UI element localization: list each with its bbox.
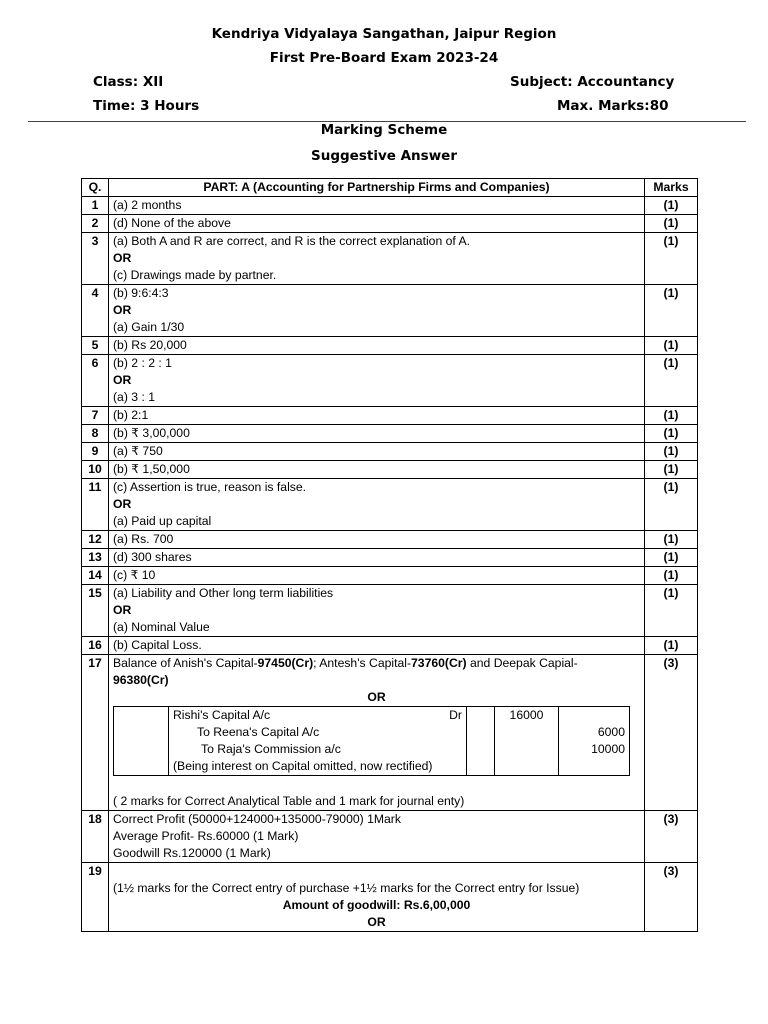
marks-value: (1) [645, 407, 698, 425]
table-row [82, 637, 698, 655]
q17-balances: Balance of Anish's Capital-97450(Cr); Antesh's Capital-73760(Cr) and Deepak Capial- 96380(Cr) [113, 656, 578, 687]
q17-note: ( 2 marks for Correct Analytical Table and 1 mark for journal enty) [113, 794, 465, 808]
marks-value: (1) [645, 549, 698, 567]
answer-text: (b) ₹ 1,50,000 [113, 462, 190, 476]
answer-cell [109, 461, 645, 479]
table-row [82, 425, 698, 443]
answer-cell [109, 655, 645, 811]
table-row [82, 443, 698, 461]
table-row [82, 337, 698, 355]
or-label: OR [367, 915, 386, 929]
question-number: 10 [82, 461, 109, 479]
marks-value: (1) [645, 355, 698, 407]
table-row [82, 585, 698, 637]
answer-text: (a) 2 months [113, 198, 182, 212]
exam-title: First Pre-Board Exam 2023-24 [269, 50, 499, 66]
answer-text: (b) 2:1 [113, 408, 149, 422]
marks-value: (1) [645, 425, 698, 443]
table-row [82, 355, 698, 407]
table-row [82, 531, 698, 549]
je-credit-account-2: To Raja's Commission a/c [201, 742, 341, 756]
answer-cell [109, 337, 645, 355]
answer-cell [109, 567, 645, 585]
question-number: 9 [82, 443, 109, 461]
answer-text: (b) 2 : 2 : 1 [113, 356, 172, 370]
je-debit-amount: 16000 [495, 707, 559, 776]
alternate-answer: (a) Nominal Value [113, 620, 210, 634]
answer-text: (a) Both A and R are correct, and R is the correct explanation of A. [113, 234, 471, 248]
table-row [82, 549, 698, 567]
question-number: 7 [82, 407, 109, 425]
question-number: 11 [82, 479, 109, 531]
question-number: 8 [82, 425, 109, 443]
je-dr: Dr [449, 708, 462, 722]
col-part-header: PART: A (Accounting for Partnership Firms and Companies) [109, 179, 645, 197]
marks-value: (1) [645, 337, 698, 355]
or-label: OR [113, 603, 132, 617]
table-row-17 [82, 655, 698, 811]
table-row [82, 567, 698, 585]
question-number: 13 [82, 549, 109, 567]
question-number: 1 [82, 197, 109, 215]
answer-text: (b) Capital Loss. [113, 638, 202, 652]
organization-title: Kendriya Vidyalaya Sangathan, Jaipur Region [211, 26, 557, 42]
answer-cell [109, 215, 645, 233]
answer-text: (a) ₹ 750 [113, 444, 163, 458]
marks-value: (1) [645, 637, 698, 655]
answer-cell [109, 479, 645, 531]
answer-cell [109, 407, 645, 425]
marks-value: (3) [645, 655, 698, 811]
question-number: 3 [82, 233, 109, 285]
answer-text: (c) Assertion is true, reason is false. [113, 480, 307, 494]
marks-value: (1) [645, 233, 698, 285]
col-marks-header: Marks [645, 179, 698, 197]
alternate-answer: (a) 3 : 1 [113, 390, 155, 404]
time-label: Time: 3 Hours [93, 98, 200, 114]
alternate-answer: (a) Paid up capital [113, 514, 212, 528]
table-row [82, 479, 698, 531]
marks-value: (1) [645, 531, 698, 549]
answer-text: (b) ₹ 3,00,000 [113, 426, 190, 440]
or-label: OR [113, 497, 132, 511]
journal-entry-table [113, 706, 630, 776]
table-row [82, 197, 698, 215]
table-row [82, 407, 698, 425]
answer-text: (a) Rs. 700 [113, 532, 174, 546]
col-q-header: Q. [82, 179, 109, 197]
subject-label: Subject: Accountancy [510, 74, 675, 90]
question-number: 6 [82, 355, 109, 407]
answer-cell [109, 197, 645, 215]
marks-value: (1) [645, 479, 698, 531]
answer-cell [109, 531, 645, 549]
answer-text: (b) 9:6:4:3 [113, 286, 169, 300]
or-label: OR [113, 303, 132, 317]
max-marks-label: Max. Marks:80 [557, 98, 669, 114]
table-row [82, 285, 698, 337]
marks-value: (1) [645, 461, 698, 479]
marks-value: (1) [645, 585, 698, 637]
je-credit-amounts: 6000 10000 [559, 707, 630, 776]
answer-text: (d) 300 shares [113, 550, 192, 564]
table-row [82, 215, 698, 233]
marks-value: (1) [645, 567, 698, 585]
marks-value: (1) [645, 443, 698, 461]
table-row [82, 233, 698, 285]
marks-value: (3) [645, 811, 698, 863]
je-debit-account: Rishi's Capital A/c [173, 708, 271, 722]
question-number: 17 [82, 655, 109, 811]
marks-value: (1) [645, 285, 698, 337]
je-date-cell [114, 707, 169, 776]
table-header-row [82, 179, 698, 197]
question-number: 4 [82, 285, 109, 337]
question-number: 15 [82, 585, 109, 637]
marks-value: (1) [645, 215, 698, 233]
or-label: OR [367, 690, 386, 704]
question-number: 19 [82, 863, 109, 932]
answer-cell [109, 443, 645, 461]
answer-text: (a) Liability and Other long term liabilities [113, 586, 334, 600]
marks-value: (1) [645, 197, 698, 215]
answer-cell [109, 285, 645, 337]
scheme-title: Marking Scheme [320, 122, 448, 138]
answer-cell [109, 585, 645, 637]
je-particulars [169, 707, 467, 776]
answer-cell [109, 355, 645, 407]
table-row-19 [82, 863, 698, 932]
question-number: 2 [82, 215, 109, 233]
question-number: 16 [82, 637, 109, 655]
question-number: 18 [82, 811, 109, 863]
je-narration: (Being interest on Capital omitted, now rectified) [173, 759, 433, 773]
answer-text: (c) ₹ 10 [113, 568, 156, 582]
answer-cell: Correct Profit (50000+124000+135000-79000) 1Mark Average Profit- Rs.60000 (1 Mark) Goodwill Rs.120000 (1 Mark) [109, 811, 645, 863]
answer-text: (d) None of the above [113, 216, 231, 230]
je-credit-account-1: To Reena's Capital A/c [197, 725, 320, 739]
answer-cell [109, 233, 645, 285]
je-lf-cell [467, 707, 495, 776]
table-row-18 [82, 811, 698, 863]
answer-cell [109, 549, 645, 567]
answer-table [81, 178, 698, 932]
answer-cell [109, 637, 645, 655]
alternate-answer: (c) Drawings made by partner. [113, 268, 277, 282]
question-number: 12 [82, 531, 109, 549]
or-label: OR [113, 373, 132, 387]
answer-text: (b) Rs 20,000 [113, 338, 187, 352]
answer-cell: (1½ marks for the Correct entry of purchase +1½ marks for the Correct entry for Issue) Amount of goodwill: Rs.6,00,000 OR [109, 863, 645, 932]
marks-value: (3) [645, 863, 698, 932]
answer-cell [109, 425, 645, 443]
question-number: 5 [82, 337, 109, 355]
scheme-subtitle: Suggestive Answer [311, 148, 457, 164]
table-row [82, 461, 698, 479]
question-number: 14 [82, 567, 109, 585]
alternate-answer: (a) Gain 1/30 [113, 320, 185, 334]
class-label: Class: XII [93, 74, 164, 90]
or-label: OR [113, 251, 132, 265]
